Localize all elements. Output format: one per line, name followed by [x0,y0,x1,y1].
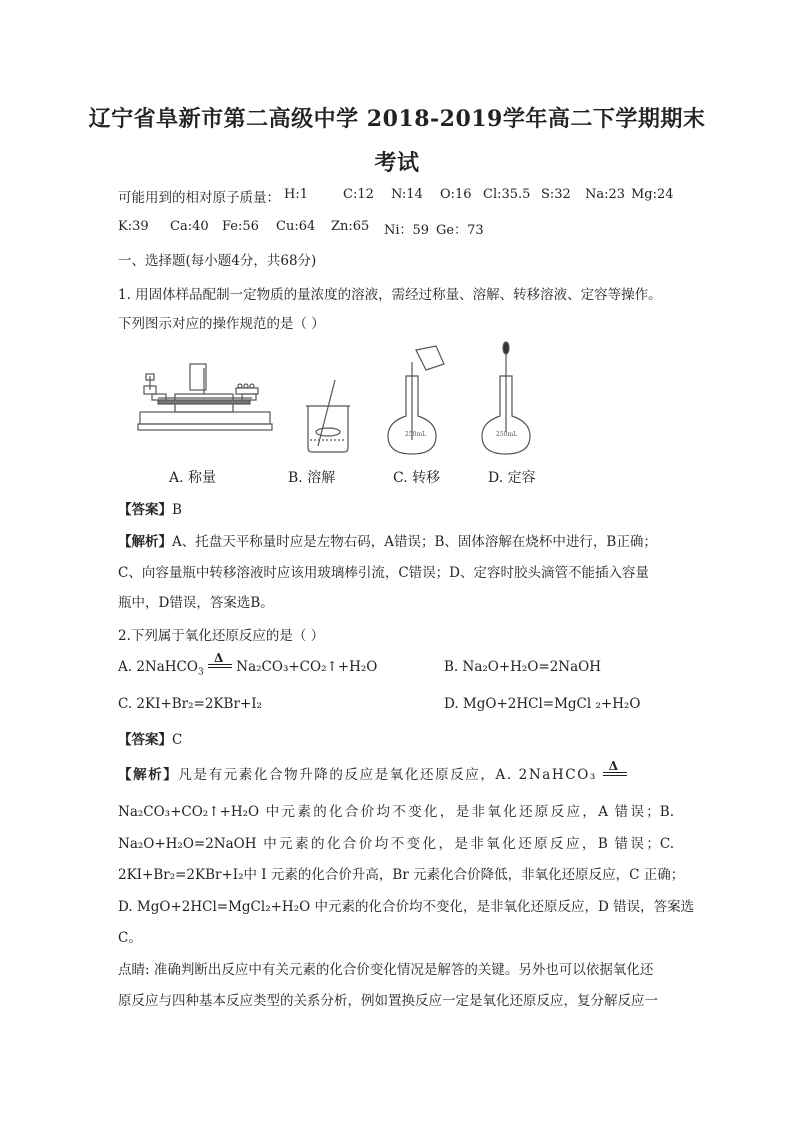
atomic-mass-s: S:32 [541,187,571,202]
q2-analysis-line2: Na₂CO₃+CO₂↑+H₂O 中元素的化合价均不变化，是非氧化还原反应，A 错误；B. [118,804,674,820]
balance-illustration [138,364,272,430]
q2-option-a-products: Na₂CO₃+CO₂↑+H₂O [236,659,378,675]
q1-analysis-line2: C、向容量瓶中转移溶液时应该用玻璃棒引流，C错误；D、定容时胶头滴管不能插入容量 [118,565,649,581]
q1-option-b: B. 溶解 [288,470,336,486]
dropper-flask-illustration [482,342,530,454]
atomic-mass-ni: Ni：59 [384,223,430,238]
svg-text:250mL: 250mL [405,431,427,438]
q2-tip-line1: 点睛: 准确判断出反应中有关元素的化合价变化情况是解答的关键。另外也可以依据氧化还 [118,962,654,978]
atomic-mass-o: O:16 [440,187,472,202]
atomic-mass-mg: Mg:24 [631,187,674,202]
atomic-mass-c: C:12 [343,187,374,202]
q2-answer-value: C [172,732,183,748]
lab-operations-figure [130,340,570,460]
q1-option-c: C. 转移 [393,470,441,486]
q1-option-a: A. 称量 [169,470,217,486]
heat-condition-symbol [208,650,232,675]
q2-option-a [118,650,378,678]
q2-analysis-label: 【解析】 [118,767,179,783]
q2-analysis-line3: Na₂O+H₂O=2NaOH 中元素的化合价均不变化，是非氧化还原反应，B 错误；C. [118,836,674,852]
q2-stem: 2.下列属于氧化还原反应的是（ ） [118,628,325,644]
q1-analysis-line3: 瓶中，D错误，答案选B。 [118,595,274,611]
q2-analysis-text1: 凡是有元素化合物升降的反应是氧化还原反应，A. 2NaHCO₃ [178,767,597,783]
atomic-mass-fe: Fe:56 [222,219,259,234]
q2-analysis-line6: C。 [118,930,142,946]
q2-answer-label: 【答案】 [118,732,172,748]
atomic-mass-n: N:14 [391,187,423,202]
atomic-mass-na: Na:23 [585,187,626,202]
q1-analysis-label: 【解析】 [118,534,172,550]
q1-answer [118,498,182,518]
q2-option-d: D. MgO+2HCl=MgCl ₂+H₂O [444,696,641,712]
atomic-mass-ge: Ge：73 [436,223,484,238]
q1-analysis-text1: A、托盘天平称量时应是左物右码，A错误；B、固体溶解在烧杯中进行，B正确； [172,534,657,550]
delta-sign: Δ [213,650,224,665]
q2-answer [118,728,182,748]
q1-stem-line2: 下列图示对应的操作规范的是（ ） [118,316,325,332]
volumetric-flask-transfer-illustration [388,346,444,454]
atomic-mass-cl: Cl:35.5 [483,187,531,202]
q2-analysis-line4: 2KI+Br₂=2KBr+I₂中 I 元素的化合价升高，Br 元素化合价降低，非氧化还原反应，C 正确； [118,867,685,883]
q2-option-a-sub: 3 [197,667,204,678]
q1-answer-label: 【答案】 [118,502,172,518]
atomic-mass-h: H:1 [284,187,308,202]
q2-option-a-prefix: A. 2NaHCO [118,659,198,675]
atomic-mass-cu: Cu:64 [276,219,316,234]
svg-text:250mL: 250mL [496,431,518,438]
q2-analysis-line1 [118,758,627,783]
atomic-mass-ca: Ca:40 [170,219,209,234]
q1-analysis-line1 [118,530,657,550]
q1-stem-line1: 1. 用固体样品配制一定物质的量浓度的溶液，需经过称量、溶解、转移溶液、定容等操作。 [118,287,662,303]
q1-option-d: D. 定容 [488,470,536,486]
exam-title-line2: 考试 [374,150,420,176]
section-heading: 一、选择题(每小题4分，共68分) [118,253,317,269]
q1-answer-value: B [172,502,182,518]
atomic-mass-intro: 可能用到的相对原子质量： [118,190,280,206]
exam-title-line1: 辽宁省阜新市第二高级中学 2018-2019学年高二下学期期末 [88,106,706,132]
atomic-mass-zn: Zn:65 [331,219,370,234]
beaker-illustration [306,380,350,452]
atomic-mass-k: K:39 [118,219,149,234]
q2-analysis-line5: D. MgO+2HCl=MgCl₂+H₂O 中元素的化合价均不变化，是非氧化还原反应，D 错误，答案选 [118,899,695,915]
q2-option-c: C. 2KI+Br₂=2KBr+I₂ [118,696,262,712]
q2-tip-line2: 原反应与四种基本反应类型的关系分析，例如置换反应一定是氧化还原反应，复分解反应一 [118,993,658,1009]
q2-option-b: B. Na₂O+H₂O=2NaOH [444,659,602,675]
heat-condition-symbol-2: Δ [603,769,627,783]
